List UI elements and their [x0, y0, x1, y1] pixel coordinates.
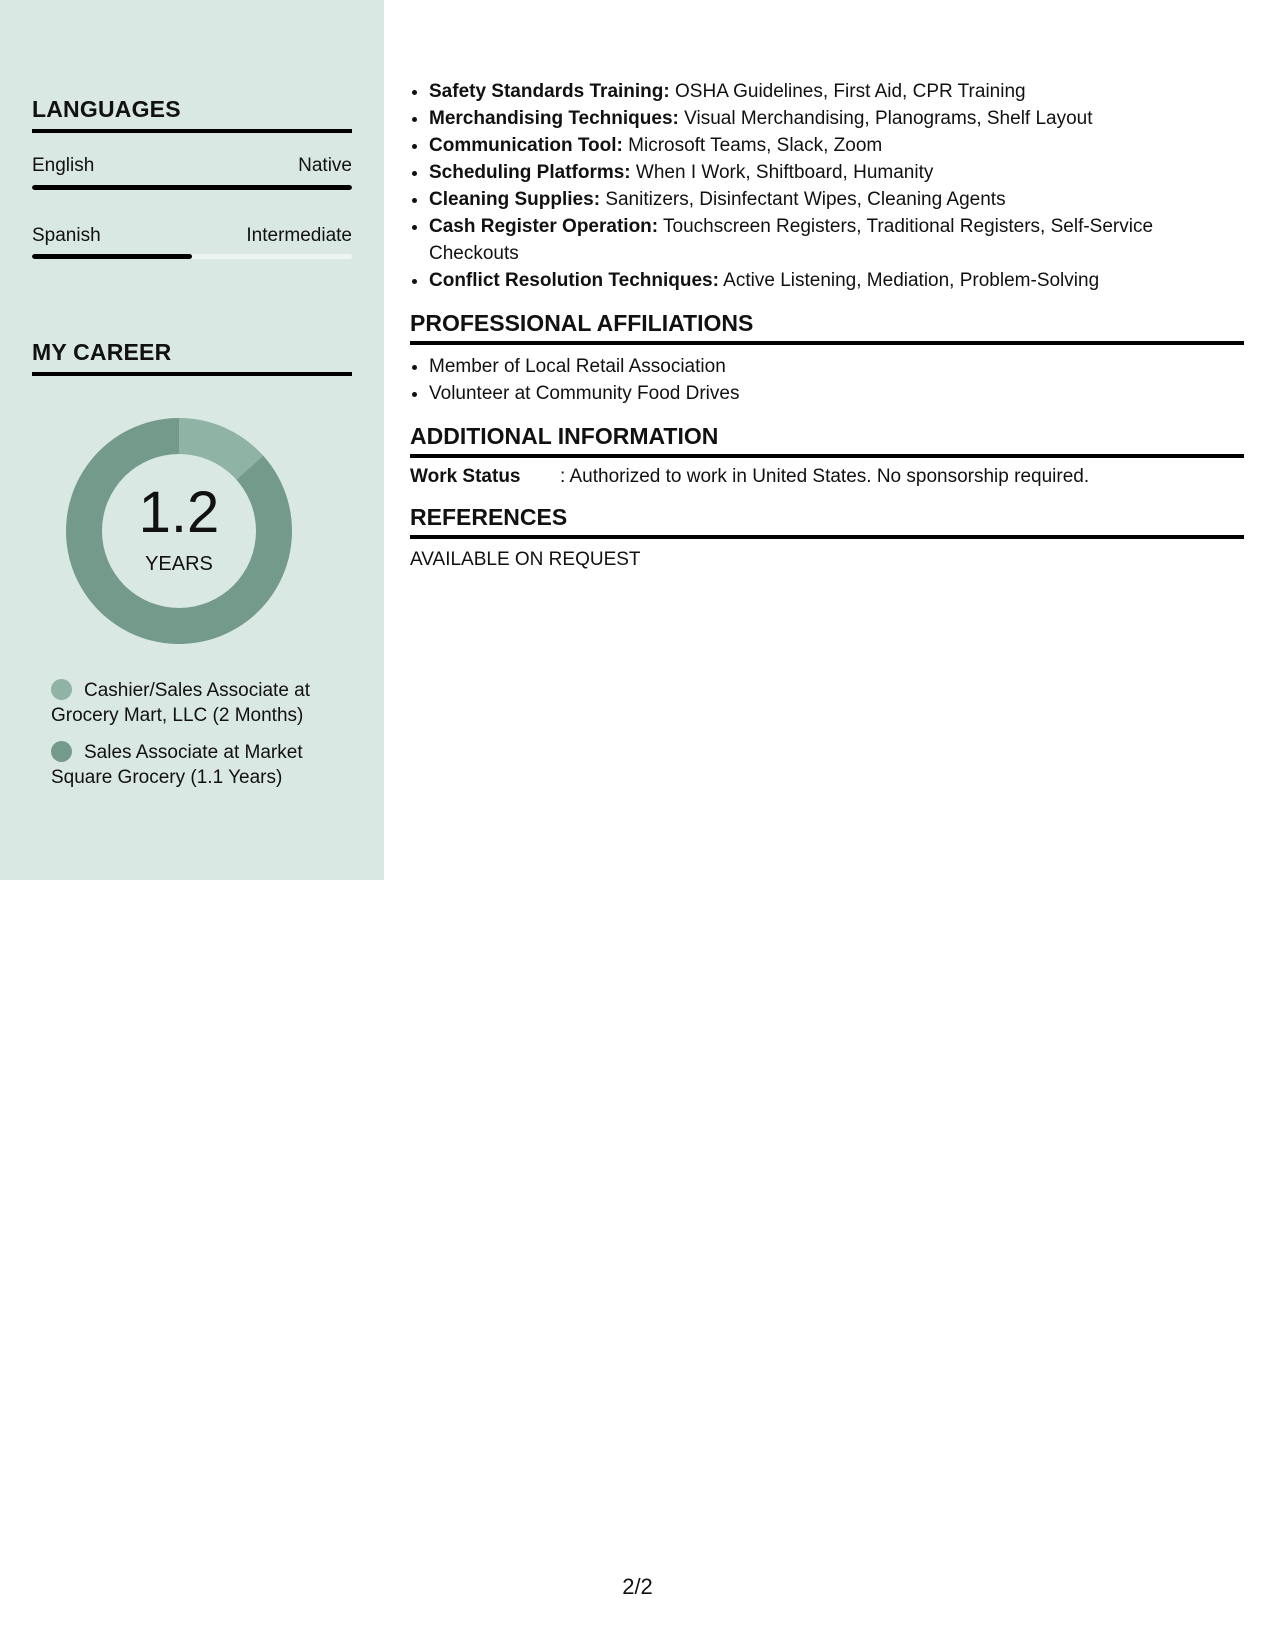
skill-name: Conflict Resolution Techniques:: [429, 270, 719, 291]
legend-label: Sales Associate at Market Square Grocery (1.1 Years): [51, 742, 303, 788]
career-donut-chart: [66, 418, 292, 644]
career-legend-item: [51, 740, 341, 790]
skills-list: [410, 78, 1244, 294]
skill-detail: Touchscreen Registers, Traditional Registers, Self-Service Checkouts: [429, 216, 1154, 264]
language-level: Intermediate: [246, 225, 352, 246]
skill-detail: Visual Merchandising, Planograms, Shelf Layout: [684, 108, 1093, 129]
sidebar: [0, 0, 384, 880]
main-content: [410, 78, 1244, 571]
language-row-spanish: [32, 225, 352, 247]
legend-dot: [51, 741, 72, 762]
skill-detail: Active Listening, Mediation, Problem-Solving: [723, 270, 1100, 291]
skill-item: [429, 267, 1244, 294]
affiliations-heading: PROFESSIONAL AFFILIATIONS: [410, 310, 1244, 345]
additional-info-heading: ADDITIONAL INFORMATION: [410, 423, 1244, 458]
language-bar-english: [32, 185, 352, 190]
language-bar-spanish: [32, 254, 352, 259]
legend-label: Cashier/Sales Associate at Grocery Mart, LLC (2 Months): [51, 680, 311, 726]
career-total-unit: YEARS: [145, 553, 213, 575]
language-name: English: [32, 155, 95, 176]
affiliation-item: • Volunteer at Community Food Drives: [429, 380, 1244, 407]
references-text: AVAILABLE ON REQUEST: [410, 549, 641, 570]
work-status-value: : Authorized to work in United States. No sponsorship required.: [560, 466, 1090, 487]
skill-name: Scheduling Platforms:: [429, 162, 631, 183]
affiliation-item: • Member of Local Retail Association: [429, 353, 1244, 380]
skill-name: Merchandising Techniques:: [429, 108, 679, 129]
work-status-label: Work Status: [410, 466, 521, 487]
skill-detail: Sanitizers, Disinfectant Wipes, Cleaning Agents: [605, 189, 1006, 210]
language-bar-fill: [32, 185, 352, 190]
skill-item: [429, 159, 1244, 186]
references-heading: REFERENCES: [410, 504, 1244, 539]
language-bar-fill: [32, 254, 192, 259]
languages-heading: LANGUAGES: [32, 96, 352, 133]
skill-item: [429, 213, 1244, 267]
skill-name: Cash Register Operation:: [429, 216, 659, 237]
career-total-value: 1.2: [138, 480, 220, 545]
language-row-english: [32, 155, 352, 177]
page-number: 2/2: [622, 1574, 653, 1599]
language-level: Native: [298, 155, 352, 176]
career-heading: MY CAREER: [32, 339, 352, 376]
career-legend-item: [51, 678, 341, 728]
skill-name: Cleaning Supplies:: [429, 189, 601, 210]
legend-dot: [51, 679, 72, 700]
skill-name: Communication Tool:: [429, 135, 623, 156]
skill-item: [429, 186, 1244, 213]
work-status-row: [410, 466, 1244, 488]
affiliations-list: [410, 353, 1244, 407]
skill-detail: When I Work, Shiftboard, Humanity: [635, 162, 934, 183]
skill-item: [429, 132, 1244, 159]
language-name: Spanish: [32, 225, 101, 246]
skill-name: Safety Standards Training:: [429, 81, 670, 102]
skill-item: [429, 78, 1244, 105]
skill-item: [429, 105, 1244, 132]
skill-detail: Microsoft Teams, Slack, Zoom: [628, 135, 883, 156]
skill-detail: OSHA Guidelines, First Aid, CPR Training: [675, 81, 1026, 102]
